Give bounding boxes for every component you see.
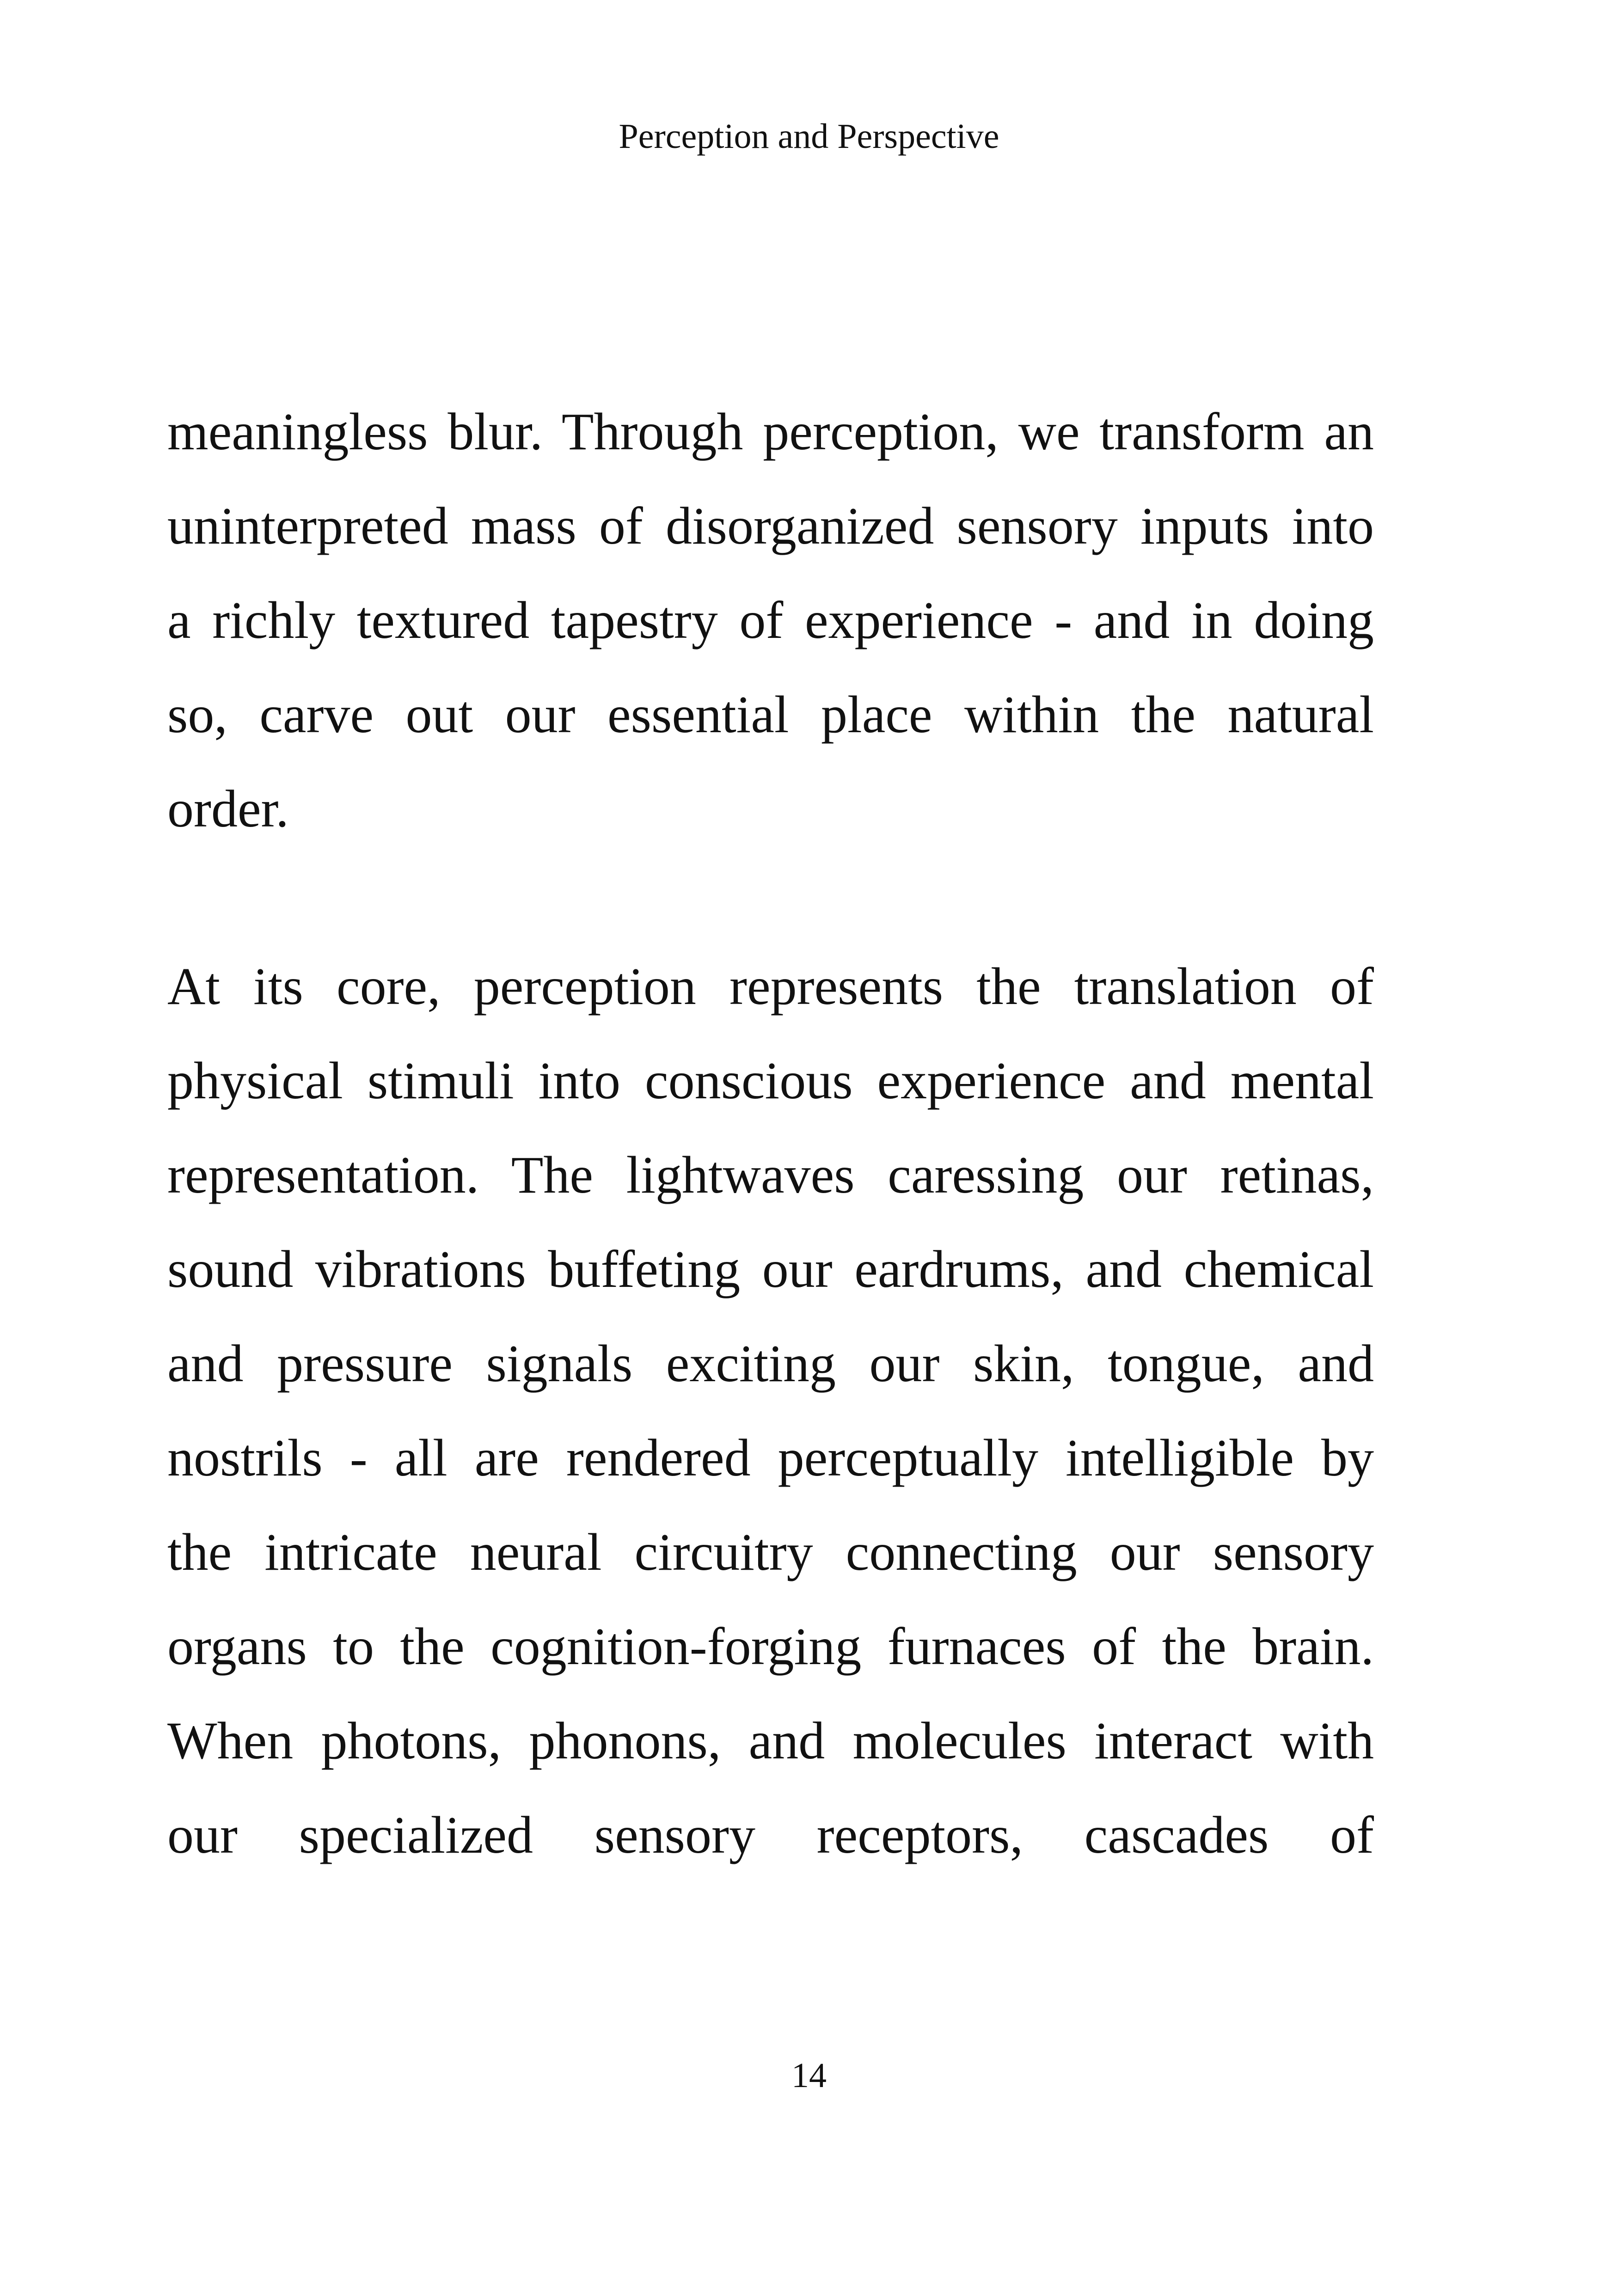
text-line: a richly textured tapestry of experience - and in doing [167, 591, 1374, 649]
text-line: and pressure signals exciting our skin, tongue, and [167, 1334, 1374, 1393]
text-line: When photons, phonons, and molecules interact with [167, 1711, 1374, 1770]
text-line: our specialized sensory receptors, cascades of [167, 1806, 1374, 1864]
text-line: nostrils - all are rendered perceptually intelligible by [167, 1428, 1374, 1487]
text-line: meaningless blur. Through perception, we transform an [167, 402, 1374, 461]
page-number: 14 [791, 2056, 827, 2095]
text-line: physical stimuli into conscious experience and mental [167, 1051, 1374, 1110]
paragraph-2 [167, 939, 1374, 1882]
text-line: sound vibrations buffeting our eardrums, and chemical [167, 1240, 1374, 1298]
paragraph-1 [167, 385, 1374, 856]
text-line: order. [167, 779, 289, 838]
text-line: representation. The lightwaves caressing our retinas, [167, 1145, 1374, 1204]
text-line: the intricate neural circuitry connecting our sensory [167, 1523, 1374, 1581]
text-line: organs to the cognition-forging furnaces of the brain. [167, 1617, 1374, 1676]
text-line: so, carve out our essential place within the natural [167, 685, 1374, 744]
running-header: Perception and Perspective [619, 117, 999, 156]
text-line: At its core, perception represents the translation of [167, 957, 1374, 1016]
text-line: uninterpreted mass of disorganized sensory inputs into [167, 496, 1374, 555]
